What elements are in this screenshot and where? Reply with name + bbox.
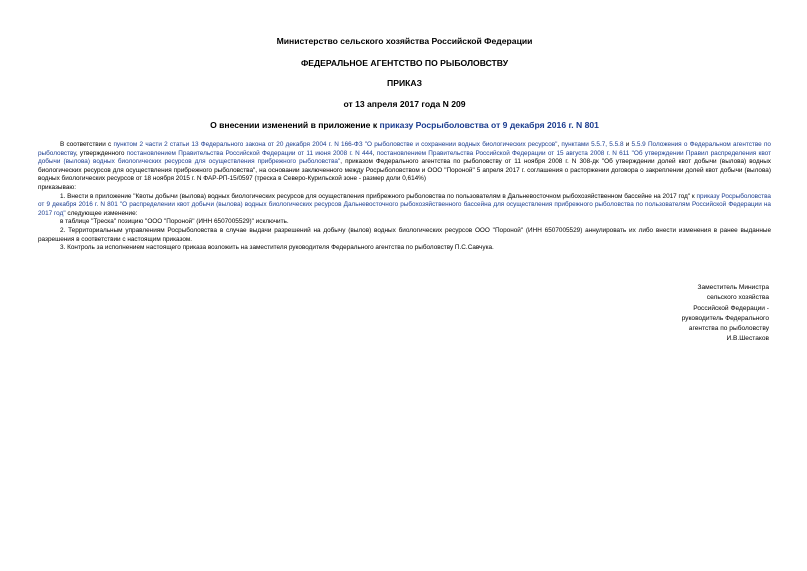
document-title-link[interactable]: приказу Росрыболовства от 9 декабря 2016 г. N 801 (379, 120, 599, 130)
law-link[interactable]: пунктом 2 части 2 статьи 13 Федерального закона от 20 декабря 2004 г. N 166-ФЗ "О рыболовстве и сохранении водных биологических ресурсов" (113, 141, 558, 148)
preamble-paragraph (38, 141, 771, 184)
preamble-text-4: , утвержденного (75, 149, 127, 157)
signature-line-4: руководитель Федерального (681, 314, 769, 322)
item-1-text-1: 1. Внести в приложение "Квоты добычи (вылова) водных биологических ресурсов для осуществления прибрежного рыболовства по пользователям в Дальневосточном рыбохозяйственном бассейне на 2017 год" к (60, 192, 697, 200)
orders-line: приказываю: (38, 183, 76, 191)
item-3-paragraph: 3. Контроль за исполнением настоящего приказа возложить на заместителя руководителя Федерального агентства по рыболовству П.С.Савчука. (60, 244, 494, 252)
preamble-text-6: , приказом Федерального агентства по рыболовству от 11 ноября 2008 г. N 308-дк "Об утверждении долей квот добычи (вылова) водных биологических ресурсов для осуществления прибрежного рыболовства", на основании заключенного между Росрыболовством и ООО "Пороной" 5 апреля 2017 г. соглашения о расторжении договора о закреплении долей квот добычи (вылова) водных биологических ресурсов от 18 ноября 2015 г. N ФАР-РП-15/0597 (треска в Северо-Курильской зоне - размер доли 0,614%) (38, 158, 771, 183)
item-2-paragraph: 2. Территориальным управлениям Росрыболовства в случае выдачи разрешений на добычу (вылов) водных биологических ресурсов ООО "Пороной" (ИНН 6507005529) аннулировать их либо внести изменения в ранее выданные разрешения в соответствии с настоящим приказом. (38, 226, 771, 243)
ministry-name: Министерство сельского хозяйства Российской Федерации (276, 36, 533, 46)
resolution-444-link[interactable]: постановлением Правительства Российской Федерации от 11 июня 2008 г. N 444 (126, 149, 373, 157)
document-title (38, 120, 771, 131)
document-date-number: от 13 апреля 2017 года N 209 (343, 99, 466, 109)
regulation-link[interactable]: 5.5.9 Положения о Федеральном агентстве по рыболовству (38, 141, 771, 157)
signature-block (649, 283, 769, 345)
order-801-link[interactable]: приказу Росрыболовства от 9 декабря 2016 г. N 801 "О распределении квот добычи (вылова) водных биологических ресурсов Дальневосточного рыбохозяйственного бассейна для осуществления прибрежного рыболовства по пользователям Российской Федерации на 2017 год" (38, 192, 771, 217)
item-1-paragraph (38, 193, 771, 219)
document-body (38, 141, 771, 253)
preamble-text-5: , (372, 149, 377, 157)
regulation-points-link[interactable]: пунктами 5.5.7, 5.5.8 (561, 141, 624, 148)
signature-name: И.В.Шестаков (726, 335, 769, 343)
signature-line-5: агентства по рыболовству (688, 325, 769, 333)
document-title-prefix: О внесении изменений в приложение к (210, 120, 380, 130)
document-type: ПРИКАЗ (387, 78, 422, 88)
preamble-text-3: и (623, 141, 632, 148)
signature-line-3: Российской Федерации - (693, 304, 769, 312)
signature-line-1: Заместитель Министра (697, 284, 769, 291)
signature-line-2: сельского хозяйства (706, 294, 769, 302)
agency-name: ФЕДЕРАЛЬНОЕ АГЕНТСТВО ПО РЫБОЛОВСТВУ (300, 58, 509, 68)
item-1-subparagraph: в таблице "Треска" позицию "ООО "Пороной" (ИНН 6507005529)" исключить. (60, 218, 289, 226)
preamble-text-2: , (557, 141, 562, 148)
preamble-text-1: В соответствии с (60, 141, 114, 148)
resolution-611-link[interactable]: постановлением Правительства Российской Федерации от 15 августа 2008 г. N 611 "Об утверждении Правил распределения квот добычи (вылова) водных биологических ресурсов для осуществления прибрежного рыболовства" (38, 149, 771, 166)
item-1-text-2: следующее изменение: (65, 209, 138, 217)
